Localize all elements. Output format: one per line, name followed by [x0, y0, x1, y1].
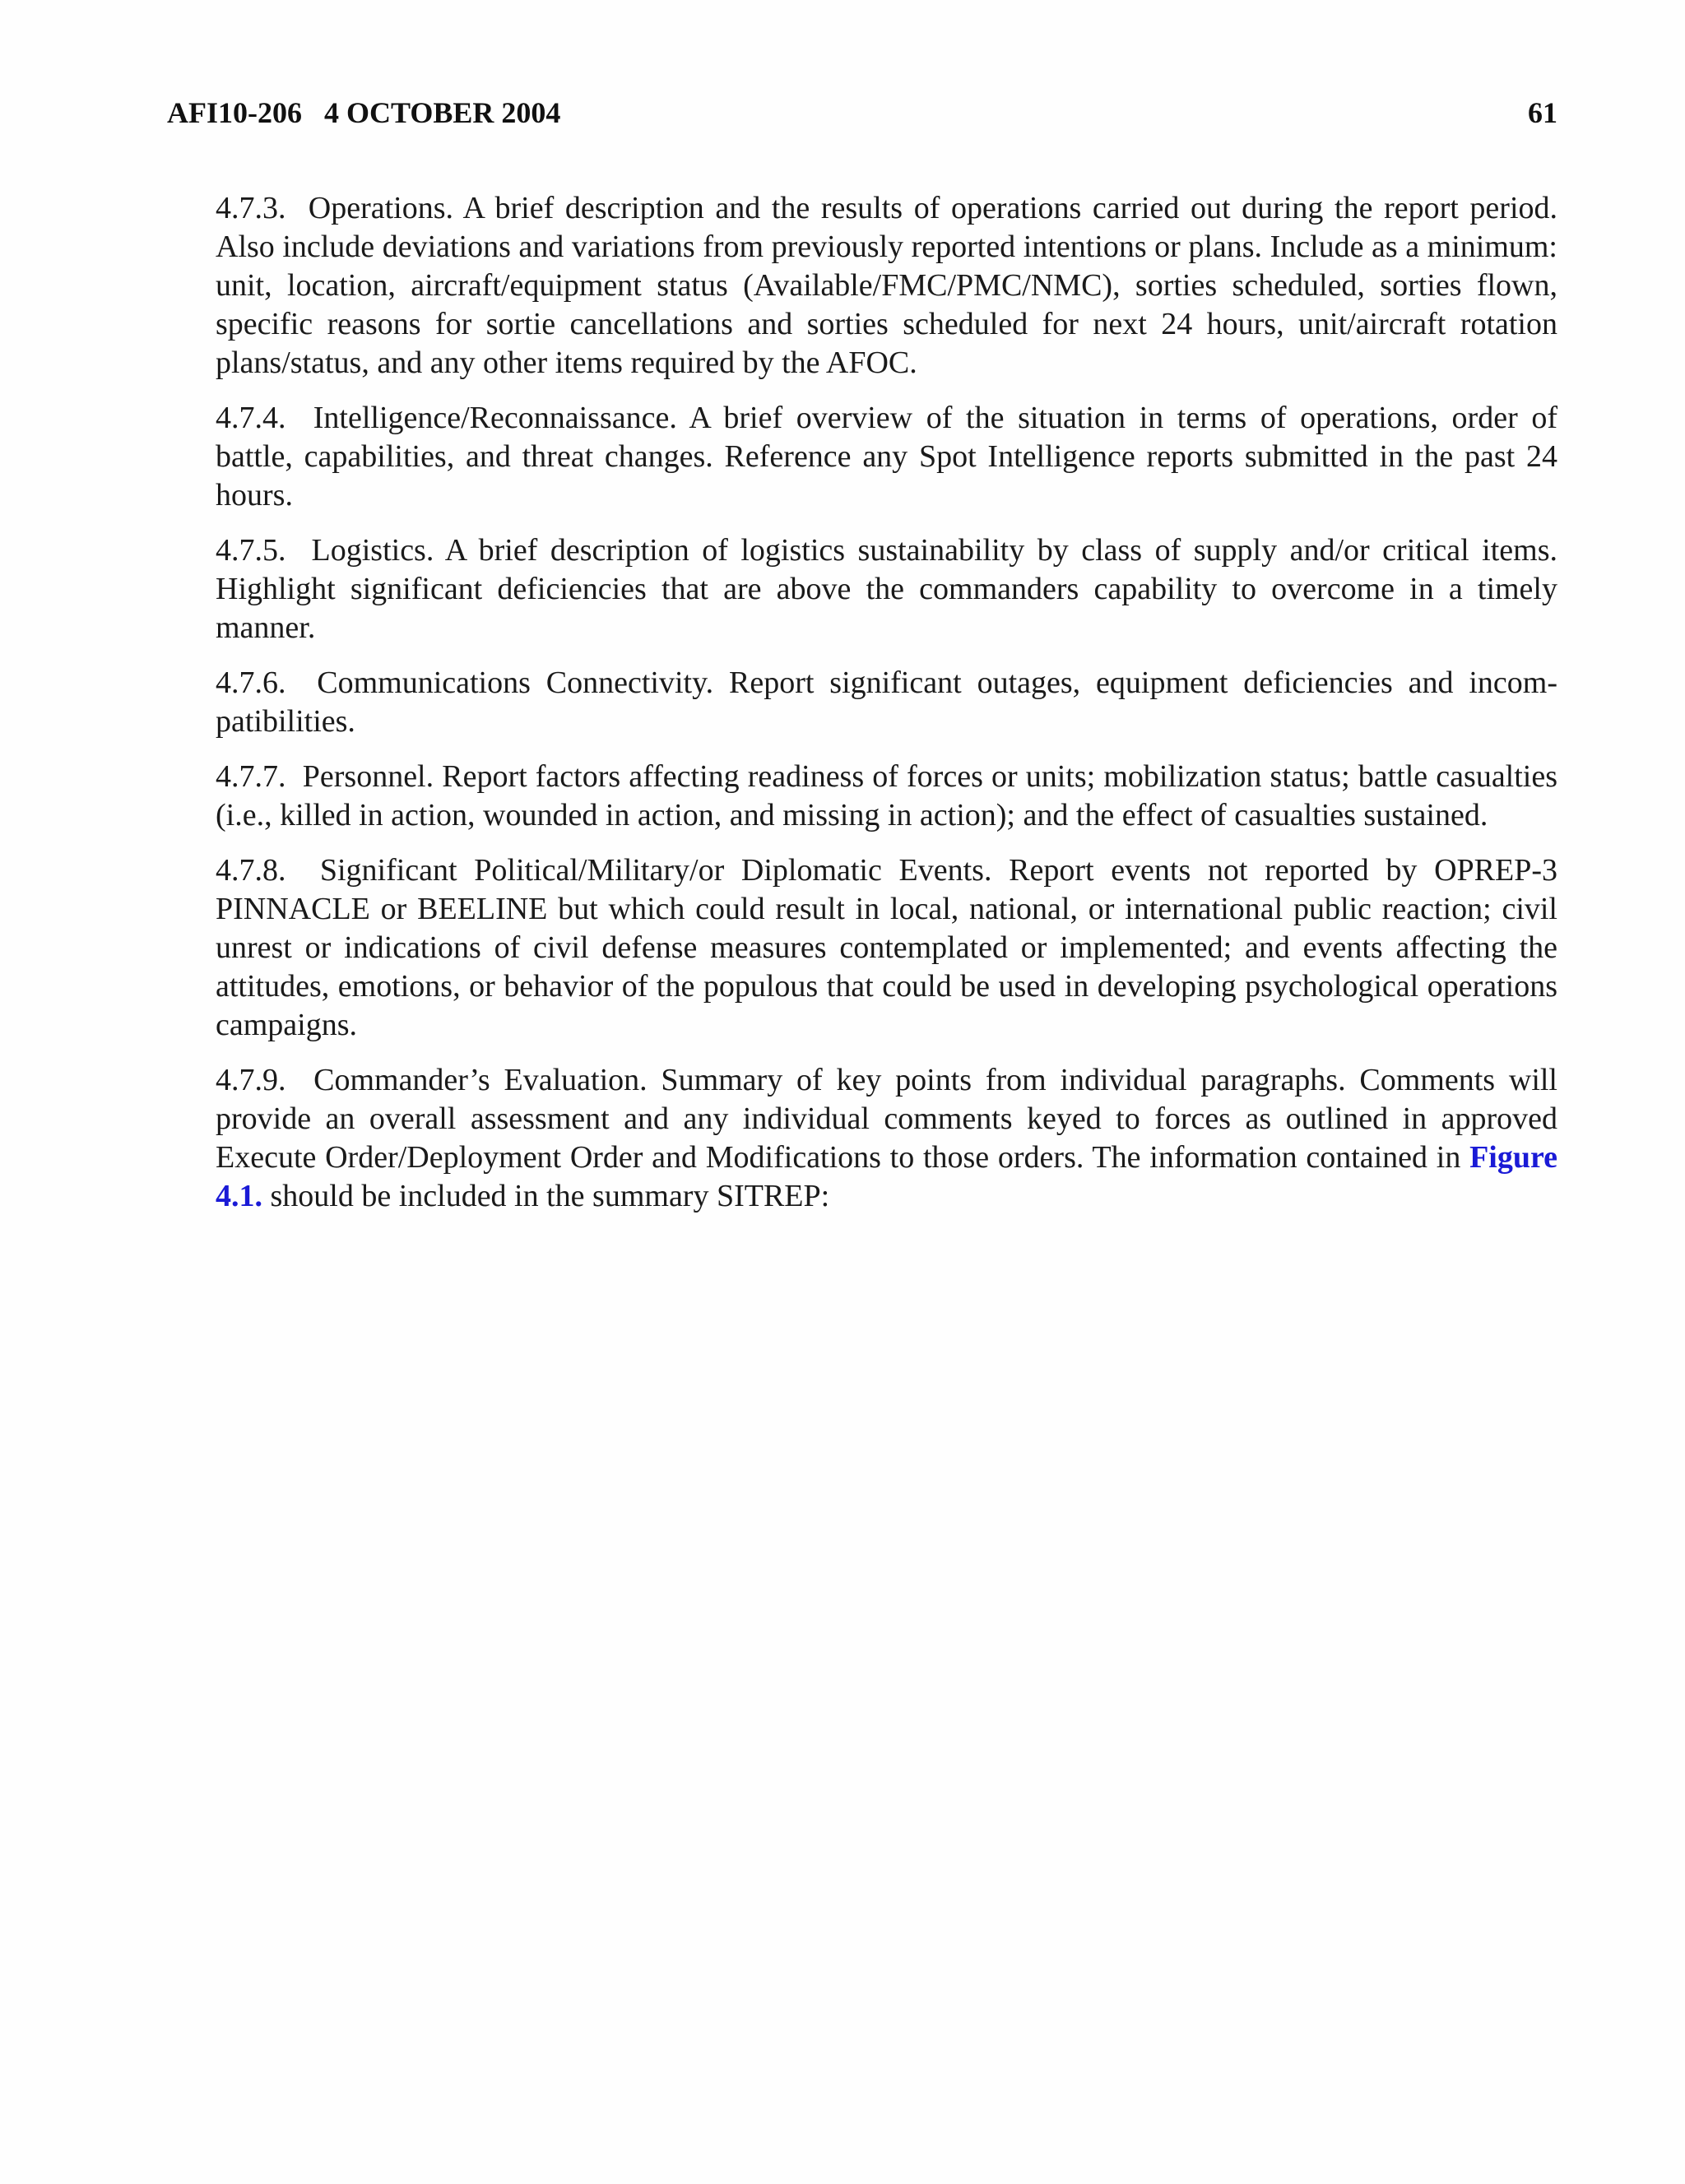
paragraph-text: Intelligence/Reconnaissance. A brief overview of the situation in terms of operations, order of battle, capabilities, and threat changes. Reference any Spot Intelligence reports submitted in the past 24 hours.: [216, 401, 1558, 512]
page-number: 61: [1528, 96, 1557, 129]
paragraph-text: Commander’s Evaluation. Summary of key points from individual paragraphs. Comments will provide an overall assessment and any individual comments keyed to forces as outlined in approved Execute Order/Deployment Order and Modifications to those orders. The information contained in: [216, 1063, 1557, 1175]
paragraph-number: 4.7.6.: [216, 665, 286, 700]
body-text: [216, 189, 1557, 1232]
paragraph-4-7-4: [216, 399, 1557, 515]
paragraph-text: Personnel. Report factors affecting readiness of forces or units; mobilization status; battle casualties (i.e., killed in action, wounded in action, and missing in action); and the effect of casualties sustained.: [216, 759, 1558, 832]
document-id: AFI10-206 4 OCTOBER 2004: [167, 96, 561, 129]
paragraph-text: Communications Connectivity. Report significant outages, equipment deficiencies and incompatibilities.: [216, 665, 1557, 739]
paragraph-trailing-text: should be included in the summary SITREP:: [262, 1179, 830, 1213]
paragraph-4-7-9: [216, 1061, 1557, 1216]
paragraph-number: 4.7.7.: [216, 759, 286, 794]
paragraph-text: Operations. A brief description and the results of operations carried out during the report period. Also include deviations and variations from previously reported intentions or plans. Include as a minimum: unit, location, aircraft/equipment status (Available/FMC/PMC/NMC), sorties scheduled, sorties flown, specific reasons for sortie cancellations and sorties scheduled for next 24 hours, unit/​aircraft rotation plans/status, and any other items required by the AFOC.: [216, 191, 1558, 380]
paragraph-number: 4.7.9.: [216, 1063, 286, 1097]
paragraph-4-7-7: [216, 758, 1557, 835]
paragraph-number: 4.7.5.: [216, 533, 286, 568]
paragraph-4-7-5: [216, 531, 1557, 647]
paragraph-text: Logistics. A brief description of logistics sustainability by class of supply and/or critical items. Highlight significant deficiencies that are above the commanders capability to overcome in a timely manner.: [216, 533, 1557, 645]
paragraph-4-7-6: [216, 664, 1557, 741]
paragraph-4-7-3: [216, 189, 1557, 383]
paragraph-number: 4.7.3.: [216, 191, 286, 225]
paragraph-4-7-8: [216, 851, 1557, 1045]
paragraph-number: 4.7.4.: [216, 401, 286, 435]
paragraph-number: 4.7.8.: [216, 853, 286, 888]
paragraph-text: Significant Political/Military/or Diplomatic Events. Report events not reported by OPREP-3 PINNACLE or BEELINE but which could result in local, national, or international public reaction; civil unrest or indications of civil defense measures contemplated or implemented; and events affecting the attitudes, emotions, or behavior of the populous that could be used in developing psychological operations campaigns.: [216, 853, 1558, 1042]
running-header: [167, 92, 1557, 133]
figure-4-1-link[interactable]: Figure 4.1.: [216, 1140, 1558, 1213]
